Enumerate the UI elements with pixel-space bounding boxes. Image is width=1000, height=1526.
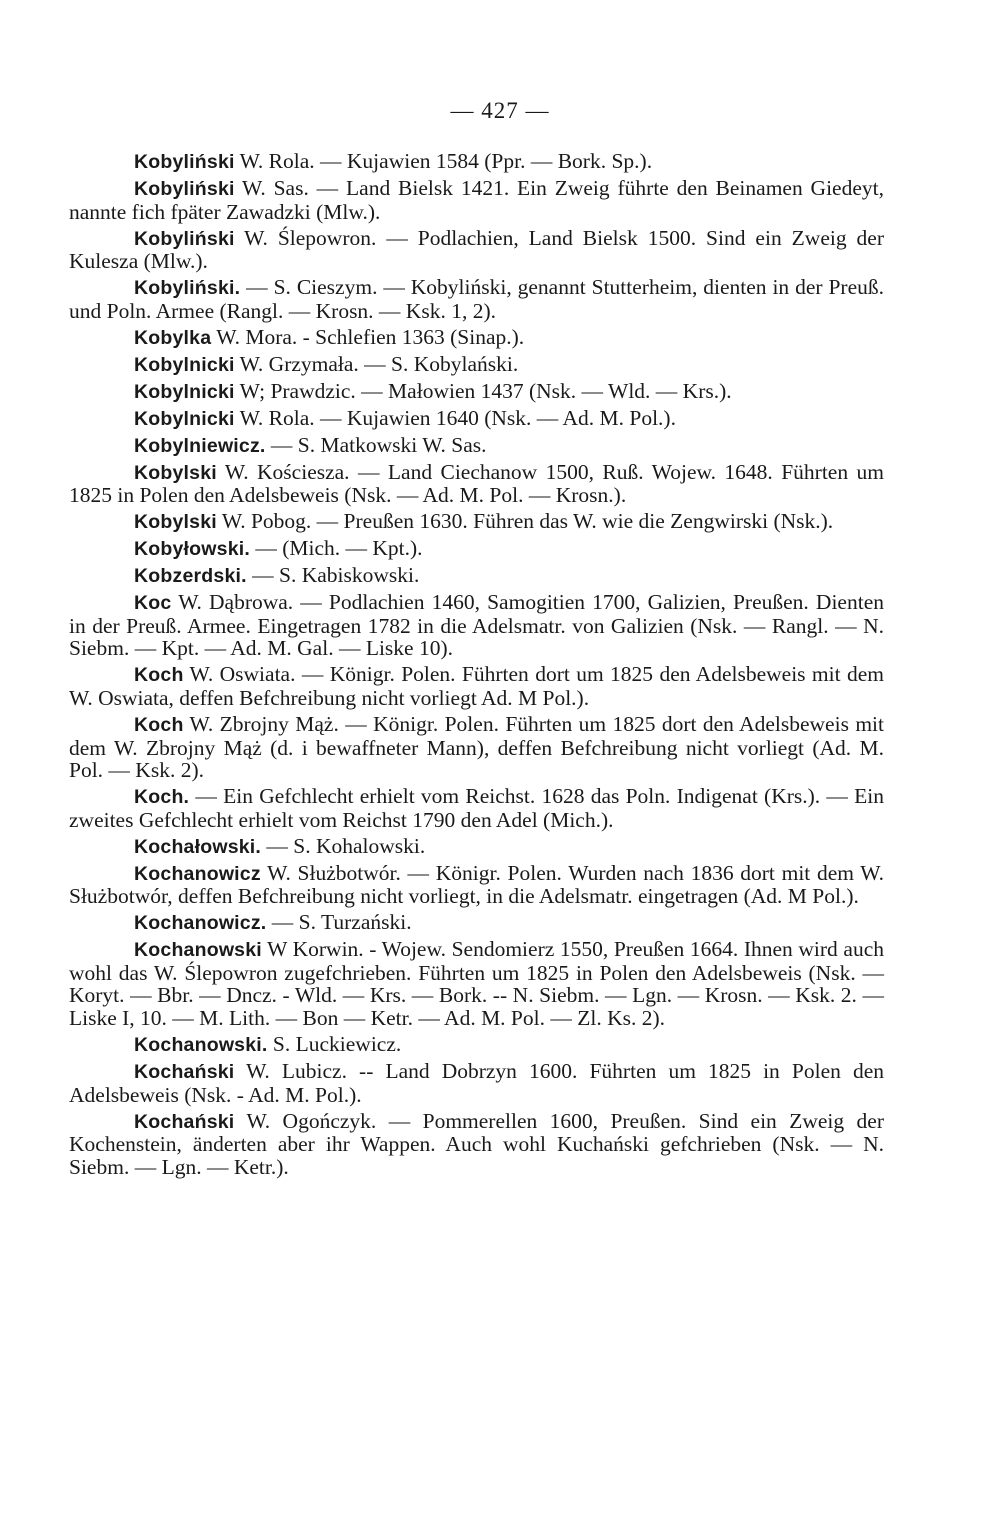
entry-text: W. Zbrojny Mąż. — Königr. Polen. Führten um 1825 dort den Adelsbeweis mit dem W. Zbrojny Mąż (d. i bewaffneter Mann), deffen Befchreibung nicht vorliegt (Ad. M. Pol. — Ksk. 2). <box>69 711 884 783</box>
entry-list <box>69 150 884 1182</box>
entry <box>69 326 884 350</box>
entry <box>69 276 884 322</box>
entry-headword: Kochanowski <box>134 939 262 962</box>
entry <box>69 177 884 223</box>
entry-headword: Kochanowicz. <box>134 912 267 935</box>
entry-headword: Kobylski <box>134 511 217 534</box>
entry-text: W. Lubicz. -- Land Dobrzyn 1600. Führten um 1825 in Polen den Adelsbeweis (Nsk. - Ad. M. Pol.). <box>69 1058 884 1107</box>
entry-text: W. Grzymała. — S. Kobylański. <box>234 351 519 376</box>
entry <box>69 1060 884 1106</box>
entry <box>69 713 884 782</box>
entry-text: W Korwin. - Wojew. Sendomierz 1550, Preußen 1664. Ihnen wird auch wohl das W. Ślepowron zugefchrieben. Führten um 1825 in Polen den Adelsbeweis (Nsk. — Koryt. — Bbr. — Dncz. - Wld. — Krs. — Bork. -- N. Siebm. — Lgn. — Krosn. — Ksk. 2. — Liske I, 10. — M. Lith. — Bon — Ketr. — Ad. M. Pol. — Zl. Ks. 2). <box>69 937 884 1030</box>
entry-text: — S. Cieszym. — Kobyliński, genannt Stutterheim, dienten in der Preuß. und Poln. Armee (Rangl. — Krosn. — Ksk. 1, 2). <box>69 275 884 323</box>
entry-headword: Kochanowski. <box>134 1033 268 1056</box>
entry-text: W. Kościesza. — Land Ciechanow 1500, Ruß. Wojew. 1648. Führten um 1825 in Polen den Adelsbeweis (Nsk. — Ad. M. Pol. — Krosn.). <box>69 459 884 508</box>
entry-text: — S. Kohalowski. <box>261 833 426 858</box>
entry <box>69 938 884 1029</box>
entry <box>69 1110 884 1179</box>
entry-headword: Koch. <box>134 786 190 809</box>
entry-headword: Kobylnicki <box>134 353 235 376</box>
entry <box>69 510 884 534</box>
entry <box>69 407 884 431</box>
entry-headword: Kobylnicki <box>134 380 235 403</box>
entry-text: W. Oswiata. — Königr. Polen. Führten dort um 1825 den Adelsbeweis mit dem W. Oswiata, deffen Befchreibung nicht vorliegt Ad. M Pol.). <box>69 662 884 710</box>
entry-headword: Kobylka <box>134 326 212 349</box>
entry-text: — (Mich. — Kpt.). <box>249 536 423 561</box>
entry-text: W. Sas. — Land Bielsk 1421. Ein Zweig führte den Beinamen Giedeyt, nannte fich fpäter Zawadzki (Mlw.). <box>69 175 884 224</box>
entry <box>69 663 884 709</box>
entry-headword: Kobyliński. <box>134 277 241 300</box>
entry <box>69 862 884 908</box>
entry <box>69 1033 884 1057</box>
entry-text: S. Luckiewicz. <box>267 1031 402 1056</box>
entry-headword: Kobyliński <box>134 151 235 173</box>
entry <box>69 835 884 859</box>
entry-text: W; Prawdzic. — Małowien 1437 (Nsk. — Wld. — Krs.). <box>234 378 732 403</box>
entry-headword: Kochański <box>134 1060 235 1083</box>
entry-headword: Kobyliński <box>134 227 235 250</box>
entry-headword: Kobylski <box>134 461 217 484</box>
entry-headword: Koch <box>134 664 184 687</box>
entry-headword: Kochański <box>134 1110 235 1133</box>
entry <box>69 380 884 404</box>
entry-text: W. Pobog. — Preußen 1630. Führen das W. wie die Zengwirski (Nsk.). <box>216 509 834 534</box>
entry <box>69 353 884 377</box>
entry-text: — S. Matkowski W. Sas. <box>265 432 487 457</box>
entry <box>69 911 884 935</box>
entry <box>69 564 884 588</box>
entry-headword: Koc <box>134 592 172 615</box>
entry <box>69 227 884 273</box>
entry-text: W. Służbotwór. — Königr. Polen. Wurden nach 1836 dort mit dem W. Służbotwór, deffen Befchreibung nicht vorliegt, in die Adelsmatr. eingetragen (Ad. M Pol.). <box>69 860 884 909</box>
entry-text: — S. Kabiskowski. <box>246 563 420 588</box>
entry-text: W. Ślepowron. — Podlachien, Land Bielsk 1500. Sind ein Zweig der Kulesza (Mlw.). <box>69 225 884 274</box>
entry-headword: Kobzerdski. <box>134 565 247 588</box>
entry-headword: Kochanowicz <box>134 862 261 885</box>
entry <box>69 591 884 660</box>
entry-headword: Koch <box>134 713 184 736</box>
entry-headword: Kobylnicki <box>134 407 235 430</box>
entry-headword: Kobylniewicz. <box>134 434 266 457</box>
entry <box>69 537 884 561</box>
entry-text: W. Dąbrowa. — Podlachien 1460, Samogitien 1700, Galizien, Preußen. Dienten in der Preuß. Armee. Eingetragen 1782 in die Adelsmatr. von Galizien (Nsk. — Rangl. — N. Siebm. — Kpt. — Ad. M. Gal. — Liske 10). <box>69 590 884 661</box>
entry <box>69 434 884 458</box>
entry-headword: Kobyliński <box>134 177 235 200</box>
entry-headword: Kochałowski. <box>134 835 262 858</box>
entry <box>69 785 884 831</box>
entry-text: — S. Turzański. <box>266 910 412 935</box>
entry <box>69 150 884 174</box>
entry-text: W. Mora. - Schlefien 1363 (Sinap.). <box>211 324 525 349</box>
entry-headword: Kobyłowski. <box>134 538 250 561</box>
entry <box>69 461 884 507</box>
entry-text: W. Rola. — Kujawien 1640 (Nsk. — Ad. M. Pol.). <box>234 405 676 430</box>
entry-text: W. Rola. — Kujawien 1584 (Ppr. — Bork. Sp.). <box>234 149 653 173</box>
page-number: — 427 — <box>450 98 550 123</box>
entry-text: W. Ogończyk. — Pommerellen 1600, Preußen. Sind ein Zweig der Kochenstein, änderten aber ihr Wappen. Auch wohl Kuchański gefchrieben (Nsk. — N. Siebm. — Lgn. — Ketr.). <box>69 1108 884 1179</box>
entry-text: — Ein Gefchlecht erhielt vom Reichst. 1628 das Poln. Indigenat (Krs.). — Ein zweites Gefchlecht erhielt vom Reichst 1790 den Adel (Mich.). <box>69 784 884 832</box>
